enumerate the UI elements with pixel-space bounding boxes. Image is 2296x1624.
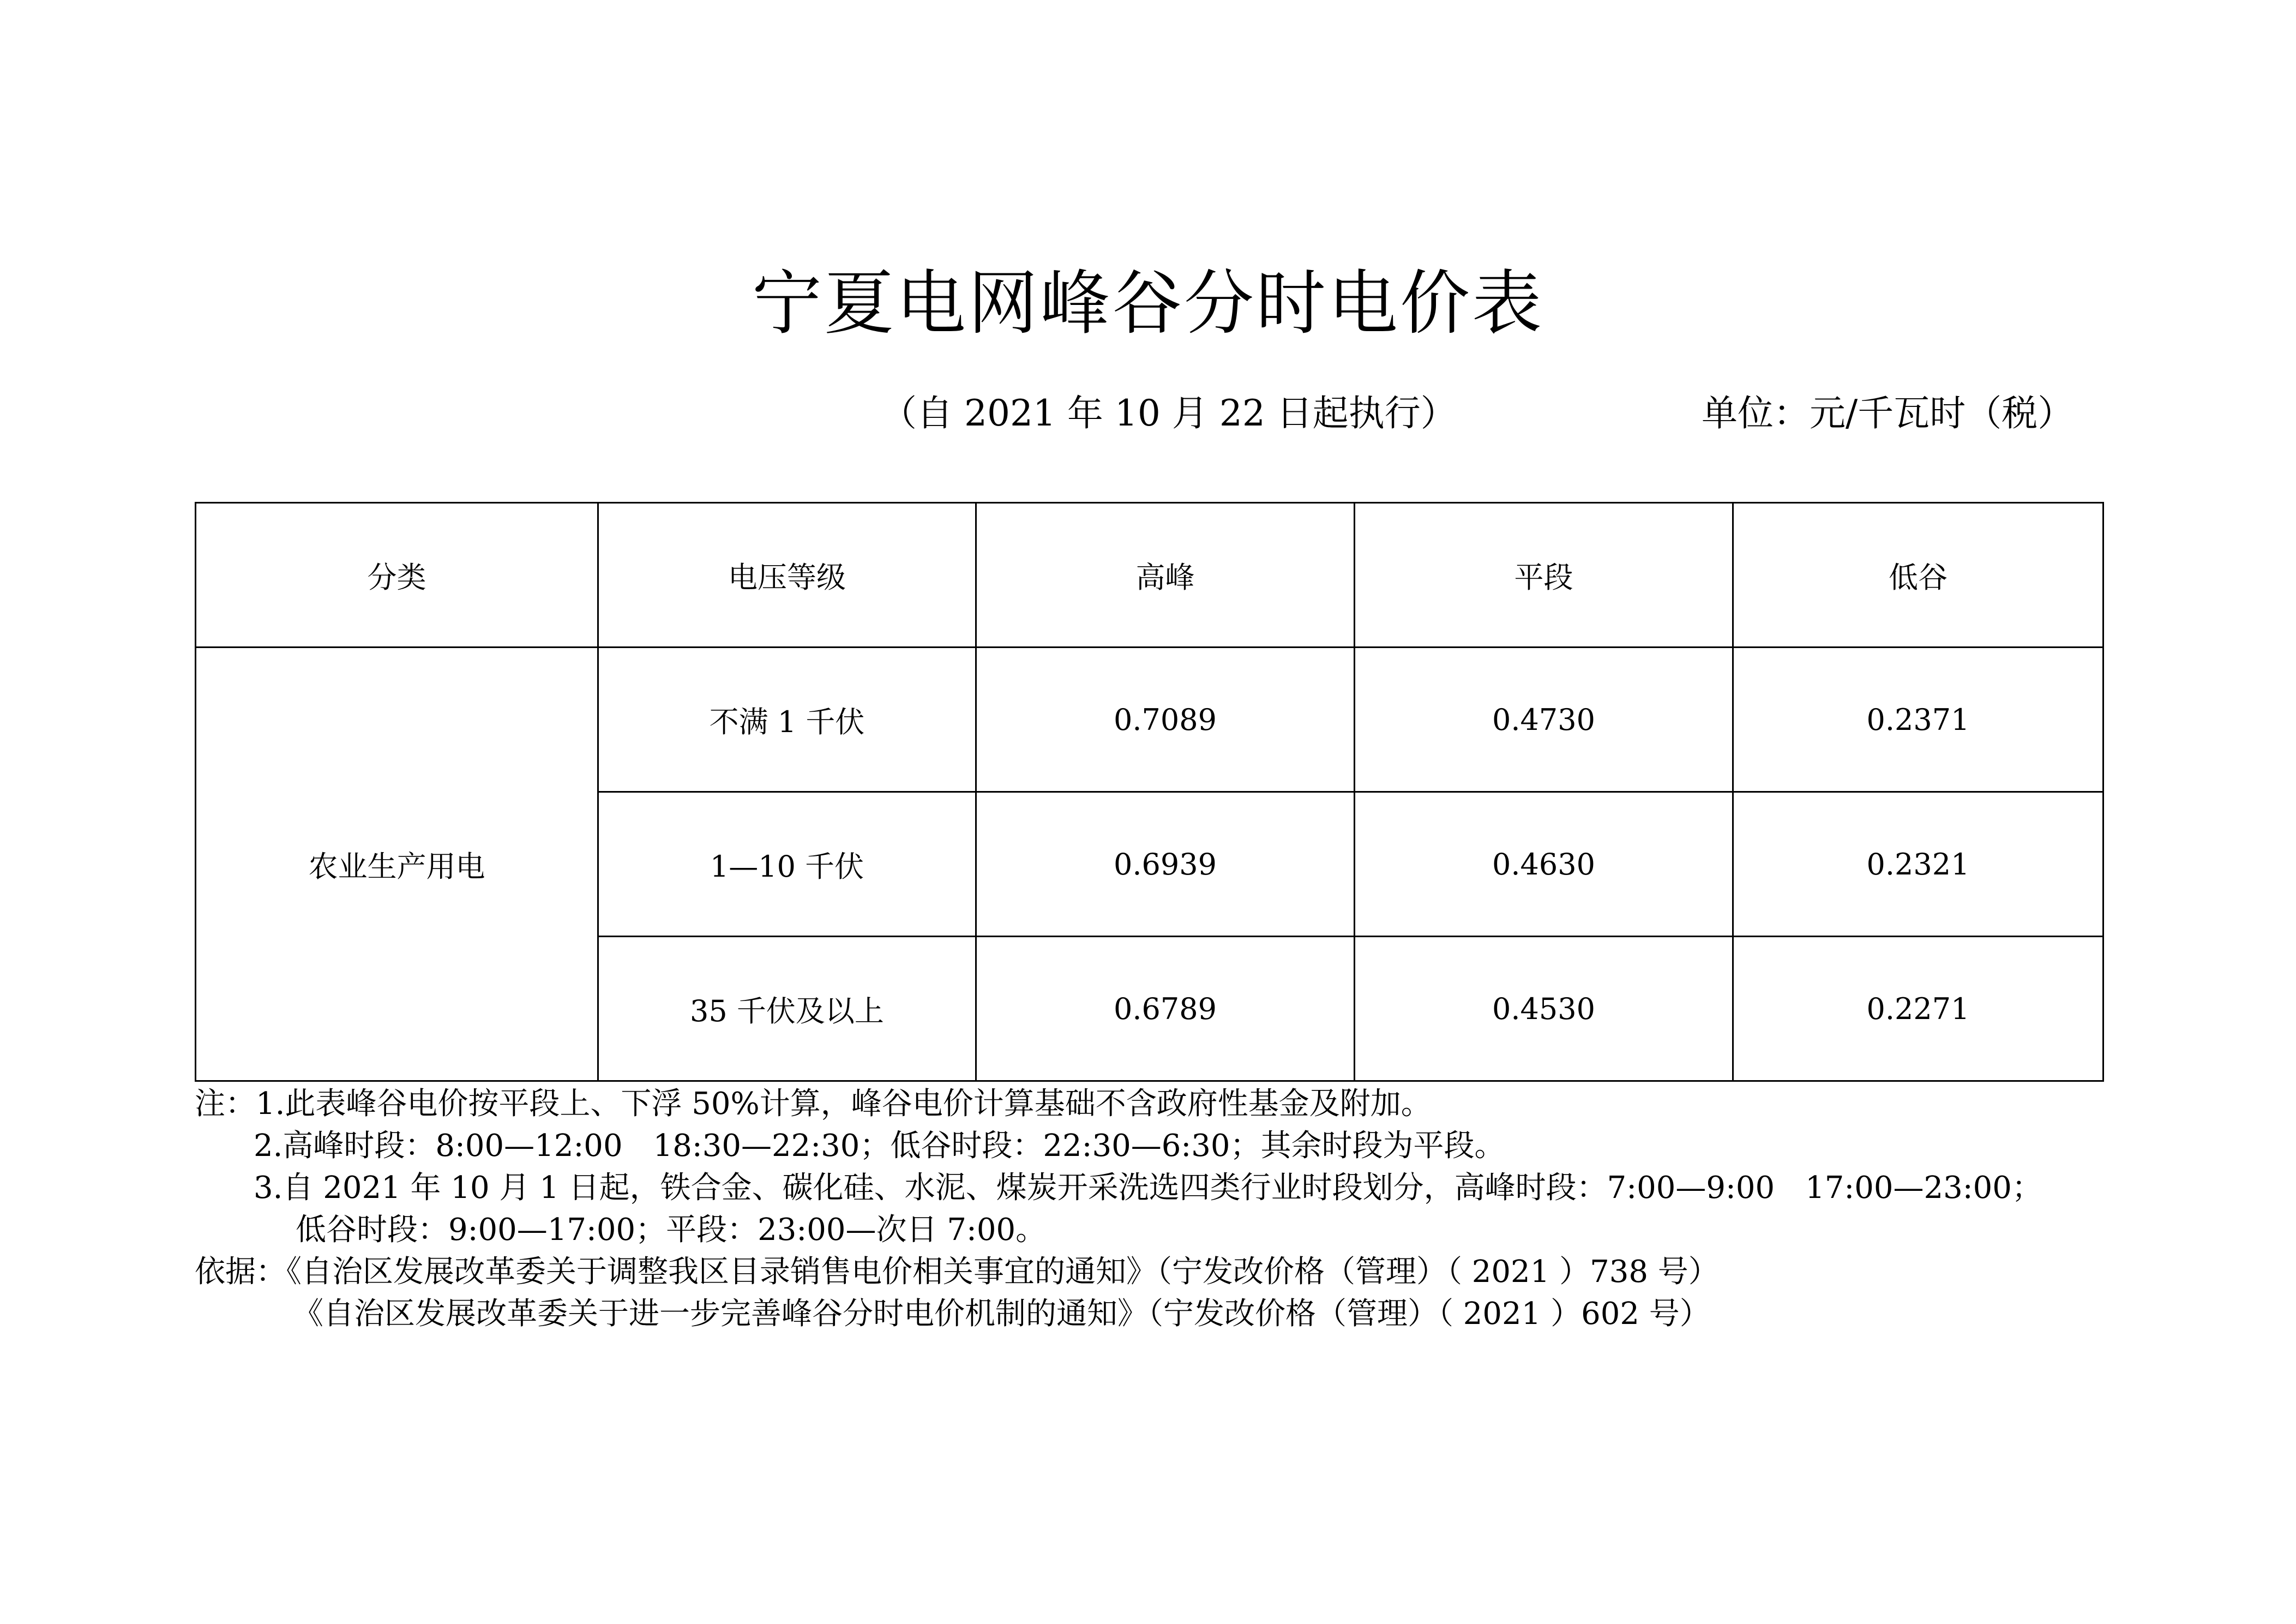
category-cell: 农业生产用电 bbox=[196, 648, 598, 1081]
note-item: 低谷时段：9:00—17:00；平段：23:00—次日 7:00。 bbox=[296, 1212, 1047, 1248]
note-line-2 bbox=[195, 1125, 2213, 1167]
header-voltage: 电压等级 bbox=[598, 503, 976, 648]
basis-label: 依据： bbox=[195, 1254, 286, 1290]
voltage-cell: 35 千伏及以上 bbox=[598, 937, 976, 1081]
note-line-4 bbox=[195, 1209, 2213, 1251]
unit-label: 单位：元/千瓦时（税） bbox=[1702, 392, 2074, 434]
price-table bbox=[195, 502, 2104, 1082]
note-line-3 bbox=[195, 1167, 2213, 1209]
table-header-row bbox=[196, 503, 2103, 648]
note-item: 3.自 2021 年 10 月 1 日起，铁合金、碳化硅、水泥、煤炭开采洗选四类行业时段划分，高峰时段：7:00—9:00 17:00—23:00； bbox=[254, 1170, 2042, 1206]
valley-price-cell: 0.2271 bbox=[1733, 937, 2103, 1081]
peak-price-cell: 0.6939 bbox=[976, 792, 1355, 937]
voltage-cell: 不满 1 千伏 bbox=[598, 648, 976, 792]
page-title: 宁夏电网峰谷分时电价表 bbox=[752, 263, 1544, 344]
flat-price-cell: 0.4530 bbox=[1355, 937, 1733, 1081]
basis-line-1 bbox=[195, 1251, 2213, 1293]
header-valley: 低谷 bbox=[1733, 503, 2103, 648]
notes-label: 注： bbox=[195, 1086, 256, 1122]
flat-price-cell: 0.4630 bbox=[1355, 792, 1733, 937]
peak-price-cell: 0.7089 bbox=[976, 648, 1355, 792]
notes-section bbox=[195, 1083, 2213, 1335]
note-item: 1.此表峰谷电价按平段上、下浮 50%计算，峰谷电价计算基础不含政府性基金及附加。 bbox=[256, 1086, 1432, 1122]
header-flat: 平段 bbox=[1355, 503, 1733, 648]
basis-item: 《自治区发展改革委关于调整我区目录销售电价相关事宜的通知》（宁发改价格（管理）（ 2021 ）738 号） bbox=[286, 1254, 1719, 1290]
note-line-1 bbox=[195, 1083, 2213, 1125]
valley-price-cell: 0.2321 bbox=[1733, 792, 2103, 937]
effective-date: （自 2021 年 10 月 22 日起执行） bbox=[881, 392, 1457, 434]
basis-line-2 bbox=[195, 1293, 2213, 1335]
header-category: 分类 bbox=[196, 503, 598, 648]
peak-price-cell: 0.6789 bbox=[976, 937, 1355, 1081]
voltage-cell: 1—10 千伏 bbox=[598, 792, 976, 937]
header-peak: 高峰 bbox=[976, 503, 1355, 648]
note-item: 2.高峰时段：8:00—12:00 18:30—22:30；低谷时段：22:30—6:30；其余时段为平段。 bbox=[254, 1128, 1505, 1164]
valley-price-cell: 0.2371 bbox=[1733, 648, 2103, 792]
table-row bbox=[196, 648, 2103, 792]
basis-item: 《自治区发展改革委关于进一步完善峰谷分时电价机制的通知》（宁发改价格（管理）（ 2021 ）602 号） bbox=[293, 1296, 1710, 1332]
flat-price-cell: 0.4730 bbox=[1355, 648, 1733, 792]
